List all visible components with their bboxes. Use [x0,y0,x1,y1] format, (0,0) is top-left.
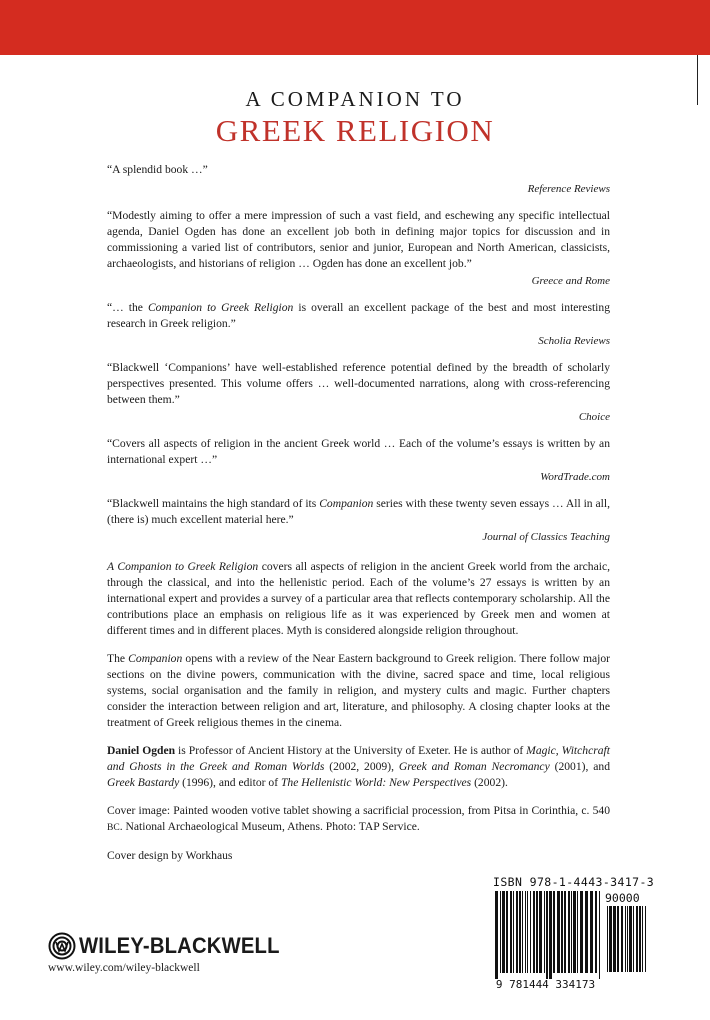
publisher-logo [48,932,297,960]
barcode-bar [533,891,535,973]
barcode-bar [585,891,588,973]
quote-text-part: “Blackwell maintains the high standard of its [107,497,320,510]
quote-title-emphasis: Companion to Greek Religion [147,301,294,314]
quote-text: “Covers all aspects of religion in the ancient Greek world … Each of the volume’s essays is written by an international expert …” [107,437,610,466]
back-cover-text [107,162,610,876]
quote-source: WordTrade.com [540,471,610,483]
barcode-bar [500,891,501,973]
barcode-bar [544,891,545,973]
bio-text: is Professor of Ancient History at the University of Exeter. He is author of [175,744,527,757]
quote-source: Scholia Reviews [538,335,610,347]
barcode-bar [607,906,608,972]
review-quote [107,496,610,545]
barcode-bar [522,891,523,973]
barcode-bar [510,891,512,973]
barcode-bar [564,891,566,973]
barcode-bar [519,891,521,973]
paragraph-text: covers all aspects of religion in the ancient Greek world from the archaic, through the classical, and into the hellenistic period. Each of the volume’s 27 essays is written by an international expert and provides a survey of a particular area that reflects contemporary scholarship. All the contributions place an emphasis on religious life as it was experienced by Greek men and women at different times and in different places. Myth is considered alongside religion throughout. [107,560,610,637]
bio-book-title: The Hellenistic World: New Perspectives [280,776,472,789]
quote-source: Reference Reviews [527,183,610,195]
credit-text: Cover image: Painted wooden votive tablet showing a sacrificial procession, from Pitsa in Corinthia, c. 540 [107,804,610,817]
quote-text: “A splendid book …” [107,163,208,176]
title-line-2: GREEK RELIGION [215,113,495,148]
barcode-bar [561,891,563,973]
barcode-bar [629,906,632,972]
barcode-bar [495,891,498,979]
barcode-bar [590,891,593,973]
publisher-website: www.wiley.com/wiley-blackwell [48,962,200,974]
review-quote [107,300,610,349]
barcode-bar [530,891,531,973]
bio-text: (1996), and editor of [179,776,281,789]
bio-book-title: Greek Bastardy [107,776,180,789]
barcode-bar [577,891,578,973]
review-quote [107,208,610,289]
isbn-label: ISBN 978-1-4443-3417-3 [493,875,655,889]
barcode-bar [516,891,518,973]
barcode-bar [573,891,576,973]
barcode-addon [605,906,650,978]
barcode-bar [527,891,528,973]
cover-design-credit: Cover design by Workhaus [107,849,233,862]
book-title-emphasis: A Companion to Greek Religion [107,560,259,573]
paragraph-text: The [107,652,129,665]
barcode-bar [513,891,514,973]
barcode-bar [568,891,570,973]
quote-text-part: is overall an excellent package of the best and most interesting research in Greek religion.” [107,301,610,330]
barcode-addon-code: 90000 [605,891,640,905]
barcode-bar [633,906,634,972]
barcode-bar [506,891,508,973]
review-quote [107,436,610,485]
barcode-bar [627,906,628,972]
book-title-emphasis: Companion [128,652,183,665]
bio-text: (2001), and [549,760,611,773]
barcode-bar [539,891,542,973]
bio-text: (2002). [471,776,508,789]
quote-text-part: series with these twenty seven essays … All in all, (there is) much excellent material here.” [107,497,610,526]
barcode [493,891,603,979]
barcode-bar [580,891,583,973]
quote-source: Choice [578,411,610,423]
barcode-bar [536,891,538,973]
barcode-bar [636,906,638,972]
cover-image-credit [107,803,610,836]
author-name: Daniel Ogden [107,744,176,757]
quote-text [107,496,610,528]
bio-book-title: Greek and Roman Necromancy [398,760,550,773]
publisher-name: WILEY-BLACKWELL [79,933,280,958]
barcode-bar [557,891,560,973]
barcode-bar [599,891,600,979]
top-color-band [0,0,710,55]
wiley-logo-icon [48,932,76,960]
quote-text: “Modestly aiming to offer a mere impression of such a vast field, and eschewing any specific intellectual agenda, Daniel Ogden has done an excellent job both in defining major topics for discussion and in commissioning a varied list of contributors, senior and junior, European and North American, classicists, archaeologists, and historians of religion … Ogden has done an excellent job.” [107,209,610,270]
bio-text: (2002, 2009), [324,760,399,773]
quote-text: “Blackwell ‘Companions’ have well-established reference potential defined by the breadth of scholarly perspectives presented. This volume offers … well-documented narrations, along with cross-referencing between them.” [107,361,610,406]
barcode-bar [553,891,555,973]
barcode-bar [621,906,623,972]
barcode-bar [617,906,619,972]
barcode-bar [546,891,548,979]
bio-book-title: Magic, Witchcraft and Ghosts in the Greek and Roman Worlds [107,744,610,773]
paragraph-text: opens with a review of the Near Eastern background to Greek religion. There follow major sections on the divine powers, communication with the divine, sacred space and time, local religious systems, social organisation and the family in religion, and mystery cults and magic. Further chapters consider the interaction between religion and art, literature, and philosophy. A closing chapter looks at the treatment of Greek religious themes in the cinema. [107,652,610,729]
barcode-bar [645,906,646,972]
credit-text: . National Archaeological Museum, Athens. Photo: TAP Service. [119,820,420,833]
barcode-bar [595,891,597,973]
review-quote [107,162,610,197]
quote-title-emphasis: Companion [319,497,374,510]
barcode-bar [549,891,552,979]
description-paragraph-1 [107,559,610,639]
barcode-bar [525,891,526,973]
barcode-bar [639,906,641,972]
quote-source: Journal of Classics Teaching [482,531,610,543]
barcode-bar [613,906,616,972]
review-quote [107,360,610,425]
description-paragraph-2 [107,651,610,731]
barcode-bar [625,906,626,972]
quote-source: Greece and Rome [531,275,610,287]
quote-text [107,300,610,332]
barcode-bar [609,906,612,972]
author-bio [107,743,610,791]
quote-text-part: “… the [107,301,148,314]
credit-era: BC [107,823,120,833]
barcode-bar [571,891,572,973]
barcode-bar [502,891,505,973]
barcode-digits: 9 781444 334173 [495,978,596,991]
title-line-1: A COMPANION TO [245,87,465,111]
barcode-bar [642,906,643,972]
